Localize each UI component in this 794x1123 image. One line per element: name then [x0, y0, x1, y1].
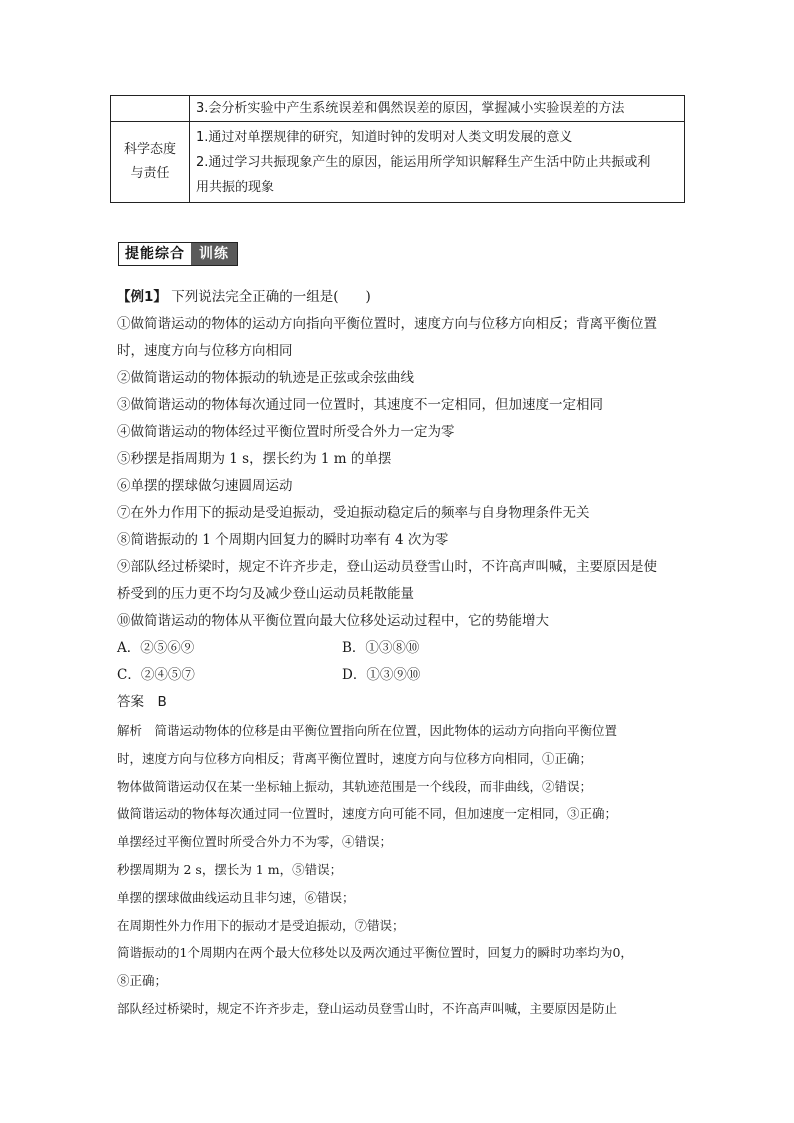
banner-subtitle: 训练 [191, 243, 237, 265]
statement-line: ①做简谐运动的物体的运动方向指向平衡位置时，速度方向与位移方向相反；背离平衡位置 [117, 316, 657, 332]
table-row-content [190, 122, 685, 203]
statement-line: 桥受到的压力更不均匀及减少登山运动员耗散能量 [117, 586, 414, 602]
row-label-line: 与责任 [130, 166, 170, 181]
statement-line: ⑨部队经过桥梁时，规定不许齐步走，登山运动员登雪山时，不许高声叫喊，主要原因是使 [117, 559, 657, 575]
row-label-line: 科学态度 [123, 142, 176, 157]
banner-title: 提能综合 [119, 243, 191, 265]
solution-line: 单摆经过平衡位置时所受合外力不为零，④错误； [117, 834, 393, 850]
table-line: 3.会分析实验中产生系统误差和偶然误差的原因，掌握减小实验误差的方法 [196, 101, 625, 116]
answer-line: 答案 B [117, 694, 167, 710]
solution-block [117, 717, 687, 1023]
option-c: C．②④⑤⑦ [117, 667, 195, 683]
options-row [117, 662, 687, 689]
solution-line: 秒摆周期为 2 s，摆长为 1 m，⑤错误； [117, 861, 343, 877]
solution-line: 单摆的摆球做曲线运动且非匀速，⑥错误； [117, 889, 355, 905]
statement-line: ②做简谐运动的物体振动的轨迹是正弦或余弦曲线 [117, 370, 414, 386]
statement-line: ⑤秒摆是指周期为 1 s，摆长约为 1 m 的单摆 [117, 451, 392, 467]
solution-line: 解析 简谐运动物体的位移是由平衡位置指向所在位置，因此物体的运动方向指向平衡位置 [117, 723, 618, 738]
table-row [111, 96, 685, 122]
table-row-content [190, 96, 685, 122]
option-a: A．②⑤⑥⑨ [117, 640, 195, 656]
table-line: 1.通过对单摆规律的研究，知道时钟的发明对人类文明发展的意义 [196, 129, 573, 145]
solution-line: 做简谐运动的物体每次通过同一位置时，速度方向可能不同，但加速度一定相同，③正确； [117, 806, 618, 822]
solution-line: 物体做简谐运动仅在某一坐标轴上振动，其轨迹范围是一个线段，而非曲线，②错误； [117, 778, 593, 794]
table-row-label [111, 122, 190, 203]
table-row-label [111, 96, 190, 122]
statement-line: 时，速度方向与位移方向相同 [117, 343, 293, 359]
table-line: 用共振的现象 [196, 179, 275, 195]
statement-line: ⑩做简谐运动的物体从平衡位置向最大位移处运动过程中，它的势能增大 [117, 613, 549, 629]
statement-line: ⑥单摆的摆球做匀速圆周运动 [117, 478, 293, 494]
example-question [117, 284, 687, 311]
solution-line: 部队经过桥梁时，规定不许齐步走，登山运动员登雪山时，不许高声叫喊，主要原因是防止 [117, 1000, 618, 1016]
solution-line: ⑧正确； [117, 973, 168, 989]
table-row [111, 122, 685, 203]
example-block [117, 284, 687, 716]
solution-line: 在周期性外力作用下的振动才是受迫振动，⑦错误； [117, 917, 405, 933]
solution-line: 简谐振动的1个周期内在两个最大位移处以及两次通过平衡位置时，回复力的瞬时功率均为0， [117, 945, 633, 961]
objectives-table [110, 95, 685, 203]
question-text: 下列说法完全正确的一组是( ) [166, 289, 371, 305]
option-d: D．①③⑨⑩ [342, 667, 421, 683]
statement-line: ④做简谐运动的物体经过平衡位置时所受合外力一定为零 [117, 424, 455, 440]
solution-line: 时，速度方向与位移方向相反；背离平衡位置时，速度方向与位移方向相同，①正确； [117, 750, 593, 766]
statement-line: ⑧简谐振动的 1 个周期内回复力的瞬时功率有 4 次为零 [117, 532, 449, 548]
section-banner [118, 242, 238, 266]
example-tag: 【例1】 [117, 289, 167, 305]
options-row [117, 635, 687, 662]
table-line: 2.通过学习共振现象产生的原因，能运用所学知识解释生产生活中防止共振或利 [196, 154, 651, 170]
statement-line: ⑦在外力作用下的振动是受迫振动，受迫振动稳定后的频率与自身物理条件无关 [117, 505, 590, 521]
option-b: B．①③⑧⑩ [342, 640, 420, 656]
statement-line: ③做简谐运动的物体每次通过同一位置时，其速度不一定相同，但加速度一定相同 [117, 397, 603, 413]
